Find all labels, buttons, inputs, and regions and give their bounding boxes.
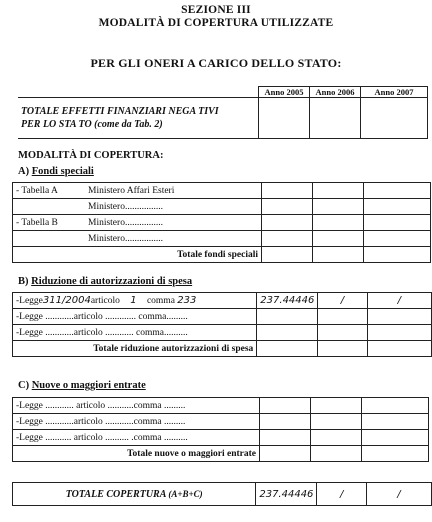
entrate-total-2007[interactable] bbox=[362, 446, 429, 462]
riduzione-total-2006[interactable] bbox=[318, 341, 367, 357]
totale-effetti-2005[interactable] bbox=[259, 98, 310, 139]
entrate-row-1-label: -Legge ............ articolo ...........comma ......... bbox=[13, 398, 260, 414]
riduzione-total-label: Totale riduzione autorizzazioni di spesa bbox=[13, 341, 257, 357]
fondi-total-label: Totale fondi speciali bbox=[13, 247, 262, 263]
riduzione-row-2-2005[interactable] bbox=[257, 309, 318, 325]
fondi-row-4-2005[interactable] bbox=[262, 231, 313, 247]
section-a-title: Fondi speciali bbox=[31, 166, 94, 177]
section-c-heading bbox=[18, 380, 146, 391]
totale-effetti-label bbox=[18, 98, 259, 139]
totale-copertura-text: TOTALE COPERTURA bbox=[65, 488, 166, 500]
fondi-speciali-table bbox=[12, 182, 431, 263]
totale-copertura-2007[interactable]: / bbox=[366, 483, 431, 506]
articolo-handwritten: 1 bbox=[130, 295, 137, 306]
totale-copertura-label bbox=[13, 483, 256, 506]
fondi-row-3-2006[interactable] bbox=[313, 215, 364, 231]
section-b-title: Riduzione di autorizzazioni di spesa bbox=[31, 276, 193, 287]
entrate-row-2-label: -Legge ............articolo ............comma ......... bbox=[13, 414, 260, 430]
entrate-row-2-2006[interactable] bbox=[311, 414, 362, 430]
riduzione-total-2005[interactable] bbox=[257, 341, 318, 357]
riduzione-row-3-2006[interactable] bbox=[318, 325, 367, 341]
fondi-row-3-2005[interactable] bbox=[262, 215, 313, 231]
totale-copertura-suffix: (A+B+C) bbox=[168, 488, 203, 499]
riduzione-row-3-label: -Legge ............articolo ............ comma.......... bbox=[13, 325, 257, 341]
fondi-total-2005[interactable] bbox=[262, 247, 313, 263]
entrate-total-label: Totale nuove o maggiori entrate bbox=[13, 446, 260, 462]
totale-copertura-2005[interactable]: 237.44446 bbox=[256, 483, 317, 506]
section-c-letter: C) bbox=[18, 380, 30, 391]
riduzione-row-1-label bbox=[13, 293, 257, 309]
fondi-row-4-2006[interactable] bbox=[313, 231, 364, 247]
articolo-label: articolo bbox=[90, 296, 120, 306]
fondi-row-4-ministero: Ministero................ bbox=[85, 231, 262, 247]
totale-effetti-2006[interactable] bbox=[310, 98, 361, 139]
entrate-row-3-2007[interactable] bbox=[362, 430, 429, 446]
comma-handwritten: 233 bbox=[177, 295, 197, 306]
fondi-total-2006[interactable] bbox=[313, 247, 364, 263]
section-b-heading bbox=[18, 276, 192, 287]
riduzione-row-1-2006[interactable]: / bbox=[318, 293, 367, 309]
riduzione-row-2-2007[interactable] bbox=[367, 309, 431, 325]
section-b-letter: B) bbox=[18, 276, 29, 287]
year-header-2007: Anno 2007 bbox=[361, 87, 428, 98]
entrate-row-1-2005[interactable] bbox=[260, 398, 311, 414]
fondi-row-3-tabella: - Tabella B bbox=[13, 215, 86, 231]
totale-copertura-table bbox=[12, 482, 432, 506]
legge-prefix: -Legge bbox=[16, 296, 43, 306]
legge-handwritten: 311/2004 bbox=[42, 295, 91, 306]
fondi-row-1-2006[interactable] bbox=[313, 183, 364, 199]
fondi-row-2-2006[interactable] bbox=[313, 199, 364, 215]
entrate-row-2-2005[interactable] bbox=[260, 414, 311, 430]
riduzione-row-3-2007[interactable] bbox=[367, 325, 431, 341]
fondi-row-3-2007[interactable] bbox=[364, 215, 431, 231]
fondi-row-2-2005[interactable] bbox=[262, 199, 313, 215]
entrate-row-2-2007[interactable] bbox=[362, 414, 429, 430]
fondi-row-2-tabella bbox=[13, 199, 86, 215]
fondi-row-1-tabella: - Tabella A bbox=[13, 183, 86, 199]
riduzione-row-1-2005[interactable]: 237.44446 bbox=[257, 293, 318, 309]
section-c-title: Nuove o maggiori entrate bbox=[31, 380, 146, 391]
section-a-heading bbox=[18, 166, 94, 177]
totale-effetti-line2: PER LO STA TO (come da Tab. 2) bbox=[21, 119, 163, 130]
riduzione-row-2-2006[interactable] bbox=[318, 309, 367, 325]
fondi-row-2-ministero: Ministero................ bbox=[85, 199, 262, 215]
riduzione-total-2007[interactable] bbox=[367, 341, 431, 357]
section-a-letter: A) bbox=[18, 166, 30, 177]
year-header-2006: Anno 2006 bbox=[310, 87, 361, 98]
totale-copertura-2006[interactable]: / bbox=[317, 483, 367, 506]
riduzione-table bbox=[12, 292, 432, 357]
entrate-total-2005[interactable] bbox=[260, 446, 311, 462]
document-title: MODALITÀ DI COPERTURA UTILIZZATE bbox=[98, 17, 334, 29]
entrate-row-3-2005[interactable] bbox=[260, 430, 311, 446]
modalita-copertura-label: MODALITÀ DI COPERTURA: bbox=[18, 150, 164, 161]
riduzione-row-1-2007[interactable]: / bbox=[367, 293, 431, 309]
entrate-row-3-2006[interactable] bbox=[311, 430, 362, 446]
entrate-row-3-label: -Legge ........... articolo .......... .comma .......... bbox=[13, 430, 260, 446]
nuove-entrate-table bbox=[12, 397, 429, 462]
riduzione-row-2-label: -Legge ............articolo ............. comma......... bbox=[13, 309, 257, 325]
totale-effetti-table bbox=[18, 86, 428, 139]
fondi-row-2-2007[interactable] bbox=[364, 199, 431, 215]
riduzione-row-3-2005[interactable] bbox=[257, 325, 318, 341]
fondi-row-1-ministero: Ministero Affari Esteri bbox=[85, 183, 262, 199]
fondi-row-1-2005[interactable] bbox=[262, 183, 313, 199]
fondi-row-4-2007[interactable] bbox=[364, 231, 431, 247]
entrate-row-1-2006[interactable] bbox=[311, 398, 362, 414]
fondi-row-3-ministero: Ministero................ bbox=[85, 215, 262, 231]
comma-label: comma bbox=[146, 296, 175, 306]
fondi-row-1-2007[interactable] bbox=[364, 183, 431, 199]
entrate-row-1-2007[interactable] bbox=[362, 398, 429, 414]
fondi-total-2007[interactable] bbox=[364, 247, 431, 263]
fondi-row-4-tabella bbox=[13, 231, 86, 247]
document-subtitle: PER GLI ONERI A CARICO DELLO STATO: bbox=[90, 56, 342, 70]
section-number: SEZIONE III bbox=[181, 4, 251, 16]
totale-effetti-line1: TOTALE EFFETTI FINANZIARI NEGA TIVI bbox=[21, 106, 219, 117]
entrate-total-2006[interactable] bbox=[311, 446, 362, 462]
totale-effetti-2007[interactable] bbox=[361, 98, 428, 139]
year-header-2005: Anno 2005 bbox=[259, 87, 310, 98]
